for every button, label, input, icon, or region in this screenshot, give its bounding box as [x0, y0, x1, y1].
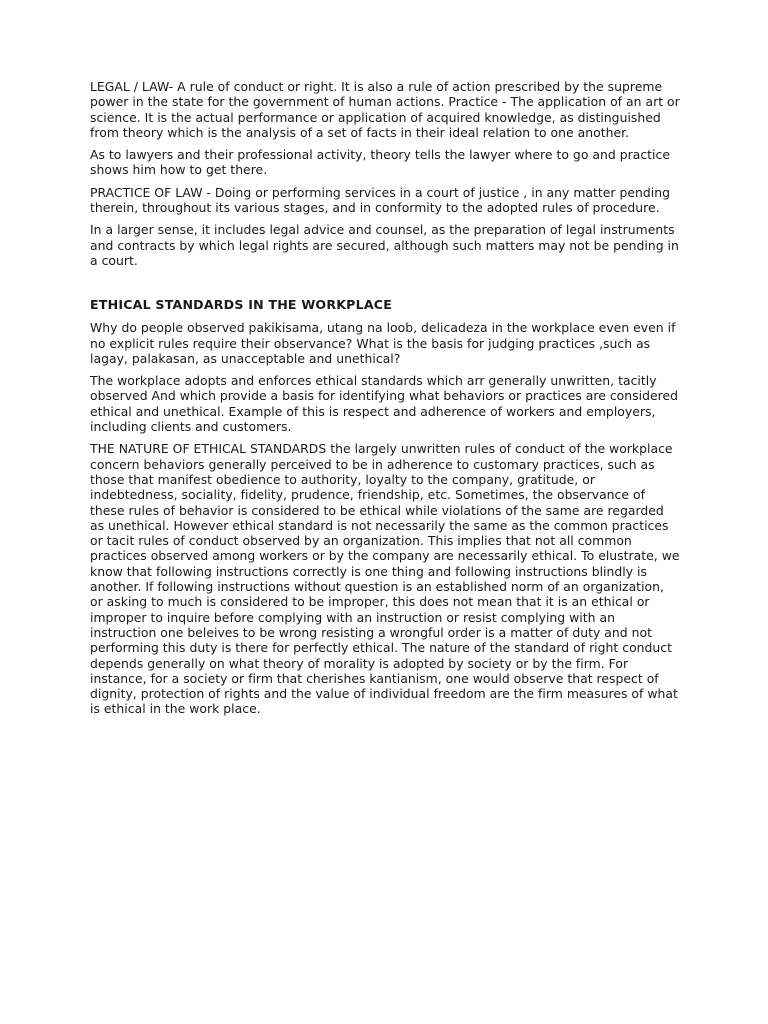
paragraph-larger-sense: In a larger sense, it includes legal advice and counsel, as the preparation of legal instruments and contracts by which legal rights are secured, although such matters may not be pending in a court. [90, 222, 679, 268]
paragraph-workplace-standards: The workplace adopts and enforces ethical standards which arr generally unwritten, tacitly observed And which provide a basis for identifying what behaviors or practices are considered ethical and unethical. Example of this is respect and adherence of workers and employers, including clients and customers. [90, 373, 678, 435]
document-page [90, 79, 680, 724]
paragraph-theory-practice: As to lawyers and their professional activity, theory tells the lawyer where to go and practice shows him how to get there. [90, 147, 670, 178]
section-ethical-standards [90, 297, 680, 716]
section-spacer [90, 275, 680, 297]
paragraph-why-observed: Why do people observed pakikisama, utang na loob, delicadeza in the workplace even even if no explicit rules require their observance? What is the basis for judging practices ,such as lagay, palakasan, as unacceptable and unethical? [90, 320, 676, 366]
paragraph-practice-of-law: PRACTICE OF LAW - Doing or performing services in a court of justice , in any matter pending therein, throughout its various stages, and in conformity to the adopted rules of procedure. [90, 184, 670, 216]
paragraph-nature-of-standards: THE NATURE OF ETHICAL STANDARDS the largely unwritten rules of conduct of the workplace concern behaviors generally perceived to be in adherence to customary practices, such as those that manifest obedience to authority, loyalty to the company, gratitude, or indebtedness, sociality, fidelity, prudence, friendship, etc. Sometimes, the observance of these rules of behavior is considered to be ethical while violations of the same are regarded as unethical. However ethical standard is not necessarily the same as the common practices or tacit rules of conduct observed by an organization. This implies that not all common practices observed among workers or by the company are necessarily ethical. To elustrate, we know that following instructions correctly is one thing and following instructions blindly is another. If following instructions without question is an established norm of an organization, or asking to much is considered to be improper, this does not mean that it is an ethical or improper to inquire before complying with an instruction or resist complying with an instruction one beleives to be wrong resisting a wrongful order is a matter of duty and not performing this duty is there for perfectly ethical. The nature of the standard of right conduct depends generally on what theory of morality is adopted by society or by the firm. For instance, for a society or firm that cherishes kantianism, one would observe that respect of dignity, protection of rights and the value of individual freedom are the firm measures of what is ethical in the work place. [90, 441, 680, 717]
section-heading: ETHICAL STANDARDS IN THE WORKPLACE [90, 297, 393, 313]
paragraph-legal-law-definition: LEGAL / LAW- A rule of conduct or right. It is also a rule of action prescribed by the supreme power in the state for the government of human actions. Practice - The application of an art or science. It is the actual performance or application of acquired knowledge, as distinguished from theory which is the analysis of a set of facts in their ideal relation to one another. [90, 79, 680, 140]
section-legal-law [90, 79, 680, 268]
